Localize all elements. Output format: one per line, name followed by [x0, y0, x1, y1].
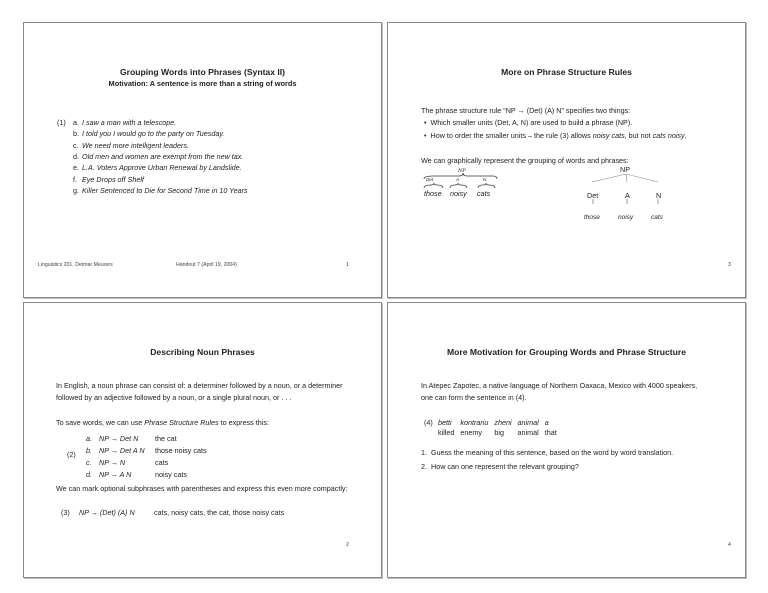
page-number: 2: [346, 542, 349, 548]
bullet-item: • Which smaller units (Det, A, N) are used to build a phrase (NP).: [424, 118, 633, 127]
brace-cat: Det: [426, 177, 434, 182]
paragraph: To save words, we can use Phrase Structure Rules to express this:: [56, 418, 269, 427]
zapotec-word: kontrariu: [460, 418, 489, 427]
example-sentence: L.A. Voters Approve Urban Renewal by Landslide.: [82, 163, 242, 173]
slide-title: More on Phrase Structure Rules: [501, 67, 632, 77]
example-sentence: We need more intelligent leaders.: [82, 140, 189, 150]
brace-word: noisy: [450, 189, 467, 198]
interlinear-gloss: [438, 418, 557, 438]
question: 2. How can one represent the relevant grouping?: [421, 462, 579, 471]
gloss-column: [494, 418, 511, 438]
slide-1: [23, 22, 382, 298]
graph-intro: We can graphically represent the grouping of words and phrases:: [421, 156, 629, 165]
zapotec-word: animal: [517, 418, 539, 427]
bullet-item: • How to order the smaller units – the rule (3) allows noisy cats, but not cats noisy.: [424, 131, 687, 140]
rule-example: cats: [155, 458, 169, 467]
gloss-word: enemy: [460, 428, 482, 437]
rule-label: a.: [86, 434, 92, 443]
slide-4: [387, 302, 746, 578]
gloss-column: [460, 418, 488, 438]
question: 1. Guess the meaning of this sentence, based on the word by word translation.: [421, 448, 674, 457]
example-sentence: Killer Sentenced to Die for Second Time in 10 Years: [82, 185, 248, 195]
rule: NP → Det A N: [99, 446, 145, 455]
rule-example: the cat: [155, 434, 177, 443]
slide-title: Grouping Words into Phrases (Syntax II): [119, 67, 286, 77]
example-sentence: Old men and women are exempt from the new tax.: [82, 151, 244, 161]
example-number: (1): [57, 118, 66, 127]
rule-example: those noisy cats: [155, 446, 207, 455]
gloss-column: [545, 418, 557, 438]
rule-examples: cats, noisy cats, the cat, those noisy cats: [154, 508, 285, 517]
example-number: (2): [67, 450, 76, 459]
example-label: f.: [73, 174, 77, 184]
page-number: 4: [728, 542, 731, 548]
example-number: (3): [61, 508, 70, 517]
footer-left: Linguistics 201, Detmar Meurers: [38, 262, 113, 268]
slide-subtitle: Motivation: A sentence is more than a string of words: [108, 79, 297, 88]
tree-word: those: [584, 214, 600, 221]
example-number: (4): [424, 418, 433, 427]
footer-center: Handout 7 (April 19, 2004): [176, 262, 237, 268]
zapotec-word: zheni: [494, 418, 512, 427]
rule: NP → A N: [99, 470, 132, 479]
gloss-column: [518, 418, 539, 438]
brace-np-label: NP: [458, 168, 466, 174]
zapotec-word: a: [544, 418, 549, 427]
gloss-word: that: [544, 428, 557, 437]
rule-label: d.: [86, 470, 92, 479]
paragraph: We can mark optional subphrases with parentheses and express this even more compactly:: [56, 484, 348, 493]
example-label: d.: [73, 151, 79, 161]
slide-3: [387, 22, 746, 298]
brace-cat: A: [456, 177, 460, 182]
rule: NP → (Det) (A) N: [79, 508, 135, 517]
tree-cat: N: [656, 191, 662, 200]
slide-title: Describing Noun Phrases: [150, 347, 255, 357]
gloss-word: big: [494, 428, 504, 437]
tree-word: noisy: [618, 214, 634, 221]
brace-word: those: [424, 189, 442, 198]
gloss-word: killed: [438, 428, 455, 437]
brace-word: cats: [477, 189, 491, 198]
intro-text: The phrase structure rule “NP → (Det) (A) N” specifies two things:: [421, 106, 631, 115]
example-label: g.: [73, 185, 79, 195]
brace-cat: N: [483, 177, 487, 182]
slide-2: [23, 302, 382, 578]
example-sentence: Eye Drops off Shelf: [82, 174, 144, 184]
paragraph: one can form the sentence in (4).: [421, 393, 527, 402]
tree-cat: Det: [587, 191, 599, 200]
zapotec-word: betti: [438, 418, 452, 427]
paragraph: In English, a noun phrase can consist of: a determiner followed by a noun, or a determiner: [56, 381, 343, 390]
tree-cat: A: [625, 191, 630, 200]
example-label: c.: [73, 140, 79, 150]
page-number: 3: [728, 262, 731, 268]
paragraph: followed by an adjective followed by a noun, or a single plural noun, or . . .: [56, 393, 292, 402]
rule: NP → N: [99, 458, 126, 467]
example-sentence: I told you I would go to the party on Tuesday.: [82, 129, 225, 139]
tree-word: cats: [651, 214, 663, 221]
rule-label: b.: [86, 446, 92, 455]
rule-label: c.: [86, 458, 92, 467]
example-label: e.: [73, 163, 79, 173]
tree-root: NP: [620, 165, 630, 174]
brace-lines: [423, 173, 503, 203]
example-sentence: I saw a man with a telescope.: [82, 118, 177, 127]
gloss-word: animal: [517, 428, 539, 437]
example-label: b.: [73, 129, 79, 139]
rule-example: noisy cats: [155, 470, 187, 479]
example-label: a.: [73, 118, 79, 127]
page-number: 1: [346, 262, 349, 268]
slide-title: More Motivation for Grouping Words and Phrase Structure: [446, 347, 687, 357]
gloss-column: [438, 418, 454, 438]
paragraph: In Atepec Zapotec, a native language of Northern Oaxaca, Mexico with 4000 speakers,: [421, 381, 698, 390]
rule: NP → Det N: [99, 434, 139, 443]
